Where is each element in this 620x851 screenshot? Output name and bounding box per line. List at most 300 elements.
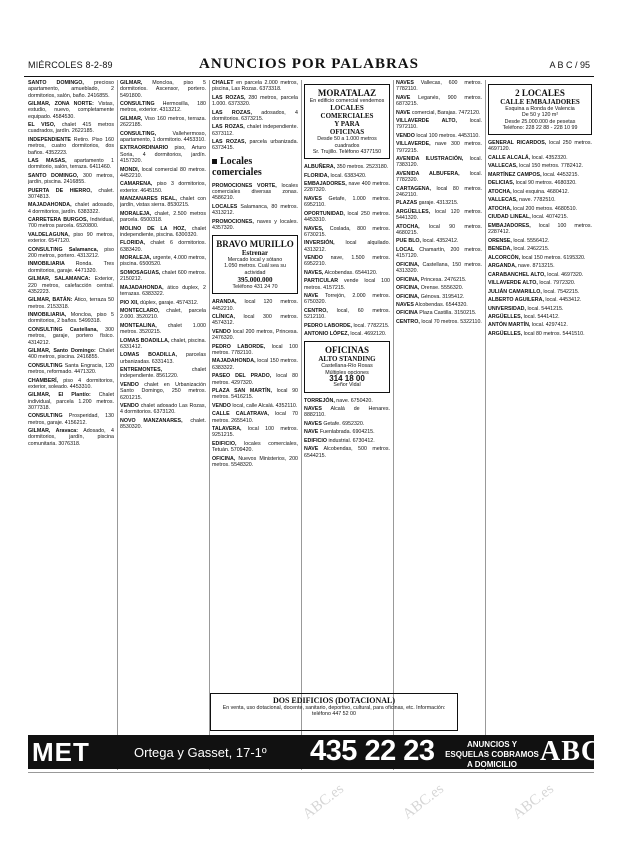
classified-ad-keyword: NAVE: [396, 94, 411, 101]
classified-ad-keyword: VENDO: [212, 328, 231, 335]
classified-ad: [120, 352, 206, 365]
abc-logo: ABC: [540, 736, 603, 767]
classified-ad-text: local, 60 metros. 5212110.: [304, 307, 390, 321]
classified-ad-keyword: NAVES,: [304, 225, 324, 232]
ad-box-line: Esquina a Ronda de Valencia: [505, 106, 575, 112]
column-4-ads-top: [304, 164, 390, 337]
classified-ad: [304, 438, 390, 444]
classified-ad-text: chalet, parcela 2.000. 3520210.: [120, 308, 206, 321]
classified-ad: [304, 240, 390, 253]
column-2: [120, 80, 206, 770]
classified-ad: [212, 388, 298, 401]
classified-ad: [304, 331, 390, 337]
page-footer-rule: [28, 772, 594, 789]
classified-ad-text: urgente, 4.000 metros, piscina. 6500520.: [120, 255, 206, 268]
ad-box-line: Desde 50 a 1.000 metros cuadrados: [317, 136, 377, 149]
ad-box-title: BRAVO MURILLO: [216, 239, 294, 250]
classified-ad-keyword: CENTRO,: [396, 318, 420, 325]
classified-ad-text: local 80 metros. 5441510.: [523, 330, 585, 337]
classified-ad-keyword: GILMAR, BATÁN:: [28, 297, 73, 304]
classified-ad-text: piso 3 dormitorios, exterior. 4645150.: [120, 181, 206, 194]
classified-ad-text: local 90 metros. 4680215.: [396, 223, 482, 236]
classified-ad-keyword: LAS ROZAS,: [212, 94, 246, 101]
ad-box-title: MORATALAZ: [317, 88, 377, 98]
classified-ad-text: apartamento 1 dormitorio, salón, terraza. 6411460.: [28, 158, 114, 171]
classified-ad: [212, 219, 298, 232]
classified-ad-text: chalet. 3074813.: [28, 187, 114, 200]
classified-ad-text: adosados, 4 dormitorios. 6373215.: [212, 109, 298, 122]
classified-ad-keyword: OFICINA,: [396, 261, 420, 268]
classified-ad: [488, 223, 592, 236]
classified-ad-text: precioso apartamento, amueblado, 2 dormitorios, salón, baño. 2416855.: [28, 80, 114, 99]
ad-box-line: Mercado local y sótano: [227, 257, 283, 264]
header-title: ANUNCIOS POR PALABRAS: [199, 56, 419, 72]
ad-box-price: Desde 25.000.000 de pesetas: [504, 118, 576, 125]
classified-ad: [488, 314, 592, 320]
column-5: [396, 80, 482, 770]
classified-ad-text: chalet, piscina. 6331412.: [120, 337, 206, 350]
ad-box-phone: 314 18 00: [329, 374, 365, 384]
ad-box-text: En venta, uso dotacional, docente, sanitario, deportivo, cultural, para oficinas, etc. Información: teléfono 447 52 00: [222, 705, 446, 718]
classified-ad-text: Plaza Castilla. 3150215.: [419, 310, 477, 317]
classified-ad: [212, 411, 298, 424]
classified-ad: [28, 137, 114, 156]
classified-ad: [28, 327, 114, 346]
classified-ad-keyword: LOMAS BOADILLA,: [120, 337, 170, 344]
ad-box-line: En edificio comercial vendemos: [309, 98, 385, 104]
classified-ad: [120, 367, 206, 380]
classified-ad-text: chalet 6 dormitorios. 6383420.: [120, 240, 206, 253]
classified-ad-text: local. 5556412.: [513, 237, 550, 244]
classified-ad-text: chalet 600 metros. 2150212.: [120, 269, 206, 283]
classified-ad-text: Salamanca, 80 metros. 4313212.: [212, 203, 298, 217]
classified-ad-text: nave, 1.500 metros. 6952210.: [304, 255, 390, 268]
classified-ad: [212, 358, 298, 371]
classified-ad: [304, 429, 390, 435]
classified-ad-text: vende local 100 metros. 4157215.: [304, 278, 390, 291]
classified-ad: [28, 363, 114, 376]
classified-ad: [28, 276, 114, 295]
classified-ad-text: local 120 metros. 4452210.: [212, 299, 298, 312]
classified-ad-text: local 100 metros. 7782110.: [212, 343, 298, 356]
classified-ad-keyword: LAS ROZAS,: [212, 124, 245, 131]
classified-ad-keyword: TORREJÓN,: [304, 397, 335, 404]
classified-ad: [396, 277, 482, 283]
classified-ad-text: local comercial 80 metros. 4452210.: [120, 166, 206, 179]
classified-ad-text: local 100 metros. 2287412.: [488, 222, 592, 236]
classified-ad-text: 300 metros, garaje, portero físico. 4314212.: [28, 326, 114, 346]
classified-ad: [304, 211, 390, 224]
classified-ad-text: Chalet individual, parcela 1.200 metros. 3077318.: [28, 392, 114, 411]
classified-ad-keyword: GILMAR,: [120, 115, 143, 122]
header-page-number: A B C / 95: [549, 60, 590, 70]
classified-ad: [396, 224, 482, 237]
classified-ad-text: 300 metros, jardín, piscina. 2416855.: [28, 172, 114, 186]
classified-ad-text: local 250 metros. 4697120.: [488, 140, 592, 153]
classified-ad-keyword: INMOBILIARIA: [28, 261, 65, 268]
classified-ad: [488, 331, 592, 337]
classified-ad: [304, 308, 390, 321]
classified-ad-keyword: OFICINA,: [396, 276, 420, 283]
advertising-banner: [28, 735, 603, 769]
ad-box-subtitle: CALLE EMBAJADORES: [500, 98, 580, 106]
classified-ad: [488, 163, 592, 169]
classified-ad-text: Moncloa, piso 5 dormitorios, 2 baños. 5499318.: [28, 312, 114, 325]
classifieds-columns: [28, 80, 594, 780]
classified-ad-text: Viso 160 metros, terraza. 2622185.: [120, 115, 206, 129]
ad-box-phone: Teléfono 431 24 70: [232, 284, 278, 291]
classified-ad-text: local 100 metros. 4453110.: [416, 132, 480, 139]
classified-ad: [28, 188, 114, 201]
column-3: [212, 80, 298, 770]
classified-ad: [304, 270, 390, 276]
classified-ad-text: chalet 415 metros cuadrados, jardín. 2622185.: [28, 122, 114, 135]
classified-ad: [28, 80, 114, 99]
ad-box-title: OFICINAS: [324, 345, 369, 356]
classified-ad-keyword: PASEO DEL PRADO,: [212, 373, 272, 380]
classified-ad-text: Castellana, 150 metros. 4313320.: [396, 261, 482, 275]
classified-ad-keyword: EDIFICIO,: [212, 440, 237, 447]
ad-box-price: 395.000.000: [237, 276, 273, 285]
classified-ad-keyword: EMBAJADORES,: [488, 222, 531, 229]
classified-ad-keyword: VALDELAGUNA,: [28, 231, 70, 238]
classified-ad-keyword: LOCALES: [212, 203, 238, 210]
classified-ad-keyword: ARGANDA,: [488, 263, 517, 270]
classified-ad-text: piso 200 metros, portero. 4313212.: [28, 246, 114, 259]
section-heading-text: Locales comerciales: [212, 155, 262, 178]
column-3-ads-mid: [212, 183, 298, 231]
classified-ad: [304, 323, 390, 329]
ad-box-line: Y PARA: [334, 120, 360, 129]
classified-ad: [28, 101, 114, 120]
classified-ad-keyword: OFICINA: [396, 310, 418, 317]
classified-ad-keyword: LAS ROZAS,: [212, 109, 252, 116]
classified-ad-text: local. 7383120.: [396, 156, 482, 169]
classified-ad: [488, 289, 592, 295]
ad-box-line: De 50 y 120 m²: [521, 112, 559, 119]
classified-ad-text: local. 4352412.: [422, 238, 459, 245]
classified-ad: [488, 172, 592, 178]
classified-ad-keyword: PROMOCIONES VORTE,: [212, 182, 277, 189]
classified-ad: [396, 80, 482, 93]
classified-ad-text: nave 400 metros. 2287320.: [304, 181, 390, 194]
classified-ad-text: local. 4074215.: [532, 214, 569, 221]
watermark: ABC.es: [510, 781, 557, 823]
classified-ad: [304, 278, 390, 291]
classified-ad: [120, 308, 206, 321]
classified-ad-keyword: NAVES: [304, 195, 322, 202]
classified-ad-keyword: LAS ROZAS,: [212, 139, 247, 146]
classified-ad-keyword: GILMAR, SALAMANCA:: [28, 276, 91, 283]
classified-ad: [120, 300, 206, 306]
classified-ad: [212, 110, 298, 123]
classified-ad-text: local, calle Alcalá. 4352110.: [232, 402, 298, 409]
column-divider: [209, 80, 210, 770]
classified-ad-text: ático duplex, 2 terrazas. 6383322.: [120, 284, 206, 298]
classified-ad-keyword: TALAVERA,: [212, 426, 242, 433]
classified-ad-keyword: LOMAS BOADILLA,: [120, 352, 177, 359]
classified-ad: [488, 297, 592, 303]
classified-ad: [120, 145, 206, 164]
classified-ad-text: local. 5441412.: [523, 313, 560, 320]
classified-ad-text: parcela urbanizada. 6373415.: [212, 139, 298, 152]
classified-ad-text: naves y locales. 4357320.: [212, 218, 298, 231]
classified-ad: [488, 306, 592, 312]
classified-ad: [120, 167, 206, 180]
classified-ad: [212, 344, 298, 357]
classified-ad-text: Leganés, 900 metros. 6873215.: [396, 94, 482, 108]
ad-box-line: OFICINAS: [329, 128, 365, 137]
classified-ad-keyword: PROMOCIONES,: [212, 218, 254, 225]
classified-ad-keyword: ARGÜELLES,: [488, 330, 523, 337]
classified-ad: [28, 122, 114, 135]
classified-ad: [304, 293, 390, 306]
classified-ad-keyword: SANTO DOMINGO,: [28, 80, 84, 86]
classified-ad: [120, 255, 206, 268]
classified-ad-text: local. 4692120.: [350, 331, 387, 338]
classified-ad-keyword: PEDRO LABORDE,: [304, 322, 352, 329]
classified-ad-keyword: CONSULTING Castellana,: [28, 326, 98, 333]
classified-ad-keyword: CLÍNICA,: [212, 314, 235, 321]
classified-ad-keyword: ARGÜELLES,: [488, 313, 523, 320]
classified-ad-keyword: NAVES: [396, 301, 414, 308]
classified-ad: [396, 171, 482, 184]
classified-ad-keyword: PUE BLO,: [396, 238, 422, 245]
classified-ad-keyword: CONSULTING: [120, 101, 155, 108]
classified-ad: [396, 302, 482, 308]
classified-ad: [488, 272, 592, 278]
classified-ad: [304, 181, 390, 194]
classified-ad-keyword: GILMAR,: [120, 80, 143, 86]
classified-ad-keyword: VENDO: [304, 255, 323, 262]
classified-ad-keyword: EDIFICIO: [304, 437, 327, 444]
classified-ad: [212, 329, 298, 342]
header-date: MIÉRCOLES 8-2-89: [28, 60, 113, 70]
classified-ad: [488, 322, 592, 328]
classified-ad: [488, 246, 592, 252]
classified-ad-text: chalet 1.000 metros. 3520215.: [120, 322, 206, 336]
classified-ad-text: Chamartín, 200 metros. 4157120.: [396, 246, 482, 260]
classified-ad-keyword: OPORTUNIDAD,: [304, 210, 345, 217]
classified-ad-keyword: INDEPENDIENTE: [28, 136, 71, 143]
classified-ad-text: chalet independiente, piscina. 6300320.: [120, 225, 206, 238]
classified-ad-keyword: UNIVERSIDAD,: [488, 305, 526, 312]
classified-ad-text: Princesa. 2476215.: [420, 276, 467, 283]
classified-ad-text: local 70 metros. 2655410.: [212, 411, 298, 424]
classified-ad-text: locales comerciales, Tetuán. 5709420.: [212, 440, 298, 454]
classified-ad: [28, 173, 114, 186]
classified-ad-keyword: EMBAJADORES,: [304, 181, 347, 188]
classified-ad: [396, 141, 482, 154]
classified-ad-text: comercial, Barajas. 7472120.: [411, 109, 481, 116]
classified-ad-text: 280 metros, parcela 1.000. 6373320.: [212, 94, 298, 108]
classified-ad-text: local. 2462215.: [513, 246, 550, 253]
classified-ad-keyword: CALLE CALATRAVA,: [212, 411, 269, 418]
ad-box-line: COMERCIALES: [320, 112, 374, 121]
classified-ad-text: piso 4 dormitorios, exterior, soleado. 4453310.: [28, 377, 114, 390]
classified-ad-text: garaje. 4313215.: [418, 200, 459, 207]
ad-box-bravo-murillo: [212, 235, 298, 294]
classified-ad: [212, 95, 298, 108]
classified-ad-text: Adosado, 4 dormitorios, jardín, piscina comunitaria. 3076318.: [28, 428, 114, 447]
classified-ad-text: local 150 metros. 7782412.: [519, 163, 584, 170]
section-heading: [212, 156, 298, 178]
classified-ad: [488, 197, 592, 203]
classified-ad: [396, 186, 482, 199]
classified-ad-text: local. 7782215.: [353, 322, 390, 329]
classified-ad: [28, 297, 114, 310]
classified-ad-text: local 70 metros. 5322110.: [421, 318, 482, 325]
classified-ad: [28, 261, 114, 274]
classified-ad-keyword: PUERTA DE HIERRO,: [28, 187, 92, 194]
classified-ad-keyword: OFICINA,: [396, 285, 420, 292]
column-3-ads-top: [212, 80, 298, 152]
classified-ad-keyword: EL VISO,: [28, 122, 56, 129]
classified-ad-text: industrial. 6730412.: [328, 437, 375, 444]
classified-ad-text: chalet independiente. 8561220.: [120, 367, 206, 380]
column-4: [304, 80, 390, 770]
classified-ad-text: local 150 metros. 6195320.: [521, 254, 586, 261]
classified-ad-text: nave. 7782510.: [519, 197, 556, 204]
classified-ad-keyword: MONTECLARO,: [120, 308, 160, 315]
classified-ad: [120, 116, 206, 129]
classified-ad-keyword: MAJADAHONDA,: [28, 202, 72, 209]
classified-ad-text: Hermosilla, 180 metros, exterior. 4313212.: [120, 101, 206, 114]
classified-ad-keyword: LOCAL: [396, 246, 415, 253]
classified-ad-keyword: MANZANARES REAL,: [120, 196, 177, 203]
classified-ad: [304, 164, 390, 170]
classified-ad: [28, 378, 114, 391]
classified-ad-text: Vallecas, 600 metros. 7782110.: [396, 80, 482, 93]
classified-ad-text: local 300 metros. 4574312.: [212, 314, 298, 327]
classified-ad: [120, 285, 206, 298]
column-3-ads-bottom: [212, 299, 298, 468]
classified-ad: [212, 426, 298, 439]
classified-ad-text: Ronda. Tres dormitorios, garaje. 4471320.: [28, 261, 114, 274]
classified-ad-keyword: MONDI,: [120, 166, 140, 173]
classified-ad-text: chalet adosado, 4 dormitorios, jardín. 6383322.: [28, 202, 114, 215]
classified-ad-text: local. 6383420.: [330, 172, 367, 179]
classified-ad-text: local 80 metros. 2462110.: [396, 185, 482, 198]
classified-ad-text: Chalet 400 metros, piscina. 2416855.: [28, 347, 114, 361]
classified-ad: [120, 338, 206, 351]
column-divider: [485, 80, 486, 770]
ad-box-dos-edificios: [210, 693, 458, 731]
classified-ad-text: local 150 metros. 6383322.: [212, 358, 298, 371]
classified-ad: [120, 101, 206, 114]
watermark: ABC.es: [300, 781, 347, 823]
classified-ad-text: local. 4352320.: [531, 154, 568, 161]
classified-ad-text: en parcela 2.000 metros, piscina, Las Rozas. 6373318.: [212, 80, 298, 93]
classified-ad-text: Alcobendas. 6544320.: [415, 301, 468, 308]
classified-ad-text: local 100 metros. 9251215.: [212, 426, 298, 439]
classified-ad-keyword: CONSULTING: [28, 362, 63, 369]
classified-ad-text: Fuenlabrada. 6904215.: [319, 429, 375, 436]
ad-box-embajadores: [488, 84, 592, 135]
classified-ad-keyword: GILMAR, El Plantío:: [28, 392, 91, 399]
classified-ad-text: Nuevos Ministerios, 200 metros. 5548320.: [212, 455, 298, 468]
classified-ad-keyword: VENDO: [120, 403, 139, 409]
classified-ad-text: nave. 8713215.: [518, 263, 555, 270]
classified-ad-text: local. 4453215.: [543, 171, 579, 178]
classified-ad: [304, 421, 390, 427]
classified-ad-keyword: PEDRO LABORDE,: [212, 343, 266, 350]
classified-ad-text: local 80 metros. 4297320.: [212, 373, 298, 386]
column-6: [488, 80, 592, 770]
classified-ad-text: local. 4453412.: [545, 297, 582, 304]
classified-ad: [28, 158, 114, 171]
classified-ad-keyword: NAVES: [304, 420, 322, 427]
classified-ad-text: local. 7542215.: [543, 288, 580, 295]
classified-ad-text: Alcobendas, 500 metros. 6544215.: [304, 446, 390, 459]
classified-ad: [120, 323, 206, 336]
classified-ad-keyword: NAVE: [304, 293, 319, 300]
classified-ad-keyword: ALBERTO AGUILERA,: [488, 297, 544, 304]
classified-ad-text: Vistas, estudio, nuevo, completamente equipado. 4584530.: [28, 101, 114, 120]
classified-ad: [488, 140, 592, 153]
classified-ad-keyword: ALCORCÓN,: [488, 254, 521, 261]
classified-ad: [488, 214, 592, 220]
classified-ad: [304, 196, 390, 209]
classified-ad-text: Torrejón, 2.000 metros. 6750320.: [304, 293, 390, 306]
classified-ad-text: piso 90 metros, exterior. 6547120.: [28, 231, 114, 245]
classified-ad: [120, 403, 206, 416]
classified-ad-keyword: GILMAR, Santo Domingo:: [28, 347, 96, 354]
classified-ad-keyword: GILMAR, Aravaca:: [28, 428, 79, 435]
classified-ad-keyword: EXTRAORDINARIO: [120, 145, 169, 152]
classified-ad: [120, 181, 206, 194]
classified-ad-text: Moncloa, piso 5 dormitorios. Ascensor, portero. 5491800.: [120, 80, 206, 99]
classified-ad: [212, 139, 298, 152]
classified-ad-text: Ático, terraza 50 metros. 2153318.: [28, 297, 114, 310]
classified-ad-keyword: NAVES,: [304, 269, 324, 276]
square-bullet-icon: [212, 159, 217, 164]
classified-ad-keyword: CHAMBERÍ,: [28, 377, 59, 384]
classified-ad-text: locales comerciales diversas zonas. 4586210.: [212, 182, 298, 202]
ad-box-contact: Señor Vidal: [333, 382, 361, 389]
classified-ad: [304, 173, 390, 179]
classified-ad-text: chalet. 8530320.: [120, 417, 206, 431]
ad-box-line: Castellana-Río Rosas: [321, 363, 373, 370]
classified-ad-keyword: DELICIAS,: [488, 180, 515, 187]
classified-ad-keyword: ANTÓN MARTÍN,: [488, 322, 531, 329]
ad-box-line: 1.050 metros. Cuál sea su actividad: [224, 263, 286, 276]
classified-ad-text: Exterior, 220 metros, calefacción central. 4352223.: [28, 276, 114, 295]
classified-ad-keyword: ARGÜELLES,: [396, 208, 431, 215]
column-divider: [301, 80, 302, 770]
classified-ad-keyword: NOVO MANZANARES,: [120, 417, 183, 424]
classified-ad: [396, 133, 482, 139]
classified-ad-text: local. 4697320.: [547, 271, 584, 278]
classified-ad-keyword: CONSULTING: [28, 413, 63, 420]
classified-ad: [120, 211, 206, 224]
ad-box-line: LOCALES: [330, 104, 364, 113]
classified-ad-text: Retiro. Piso 160 metros, cuatro dormitorios, dos baños. 4352223.: [28, 136, 114, 156]
classified-ad-keyword: PLAZAS: [396, 200, 418, 207]
classified-ad-keyword: ATOCHA,: [488, 188, 512, 195]
classified-ad: [28, 348, 114, 361]
ad-box-subtitle: Estrenar: [241, 249, 269, 258]
classified-ad-text: Getafe, 1.000 metros. 6952110.: [304, 195, 390, 209]
classified-ad-keyword: GILMAR, ZONA NORTE:: [28, 101, 94, 108]
classified-ad-keyword: SOMOSAGUAS,: [120, 269, 161, 276]
classified-ad-text: Orense. 5556320.: [420, 285, 464, 292]
classified-ad-keyword: GENERAL RICARDOS,: [488, 140, 547, 147]
met-logo: MET: [32, 737, 90, 767]
classified-ad: [304, 255, 390, 268]
classified-ad: [120, 196, 206, 209]
ad-box-phone: Sr. Trujillo. Teléfono 4377150: [312, 148, 382, 155]
